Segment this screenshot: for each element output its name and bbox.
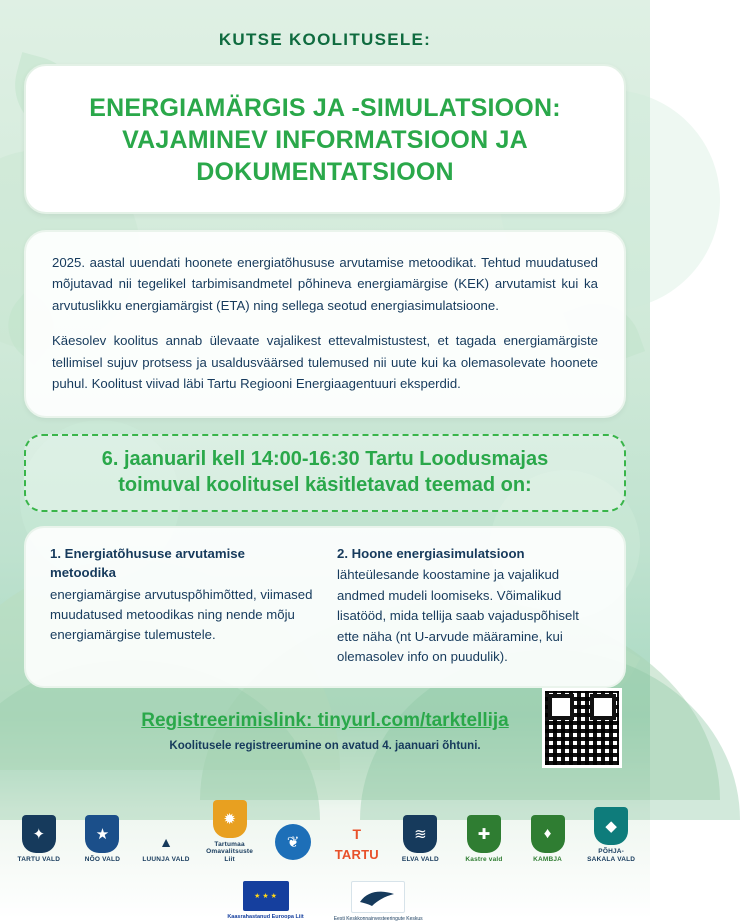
- logo-caption: PÕHJA-SAKALA VALD: [587, 848, 636, 863]
- logo-caption: Kastre vald: [465, 855, 503, 863]
- shield-icon: ≋: [403, 815, 437, 853]
- estonian-fund-caption: Eesti Keskkonnainvesteeringute Keskus: [333, 916, 423, 922]
- eu-funding-logo: [227, 881, 303, 921]
- registration-note: Koolitusele registreerumine on avatud 4. jaanuari õhtuni.: [169, 739, 481, 752]
- topic-text: energiamärgise arvutuspõhimõtted, viimased muudatused metoodikas ning nende mõju energiamärgise tulemustele.: [50, 586, 313, 643]
- estonian-env-fund-logo: [334, 881, 423, 922]
- logo-pohja-sakala-vald: [586, 807, 636, 863]
- poster-kicker: KUTSE KOOLITUSELE:: [218, 30, 432, 49]
- event-details-box: [24, 434, 626, 512]
- tartu-wordmark-icon: T: [352, 826, 362, 843]
- event-topics-intro-line: toimuval koolitusel käsitletavad teemad on:: [118, 474, 532, 497]
- logo-caption: ELVA VALD: [401, 855, 439, 863]
- description-paragraph-1: 2025. aastal uuendati hoonete energiatõhususe arvutamise metoodikat. Tehtud muudatused mõjutavad nii tegelikel tarbimisandmetel põhineva energiamärgise (KEK) arvutamist kui ka arvutuslikku energiamärgist (ETA) ning sellega seotud energiasimulatsioone.: [52, 255, 598, 313]
- circle-emblem-icon: ❦: [275, 824, 311, 860]
- eu-stars-icon: ★ ★ ★: [254, 893, 277, 901]
- registration-link[interactable]: Registreerimislink: tinyurl.com/tarktellija: [141, 709, 509, 731]
- shield-icon: ✦: [22, 815, 56, 853]
- page-title-line-3: DOKUMENTATSIOON: [196, 158, 454, 186]
- topic-item: [50, 544, 313, 667]
- topic-title: 2. Hoone energiasimulatsioon: [337, 546, 525, 562]
- eu-funding-caption: Kaasrahastanud Euroopa Liit: [227, 914, 304, 921]
- shield-icon: ★: [85, 815, 119, 853]
- description-card: [24, 230, 626, 418]
- qr-code[interactable]: [542, 688, 622, 768]
- funding-logo-row: [0, 881, 650, 922]
- topics-section: [24, 526, 626, 687]
- logo-kambja-vald: [523, 815, 573, 863]
- shield-icon: ♦: [531, 815, 565, 853]
- logo-nogo-vald: [78, 815, 128, 863]
- topic-text: lähteülesande koostamine ja vajalikud andmed mudeli loomiseks. Võimalikud lisatööd, mida tellija saab vajaduspõhiselt ette näha (nt U-arvude määramine, kui olemasolev info on puudulik).: [337, 567, 579, 665]
- bird-icon: [358, 886, 398, 908]
- eu-flag-icon: [243, 881, 289, 911]
- page-title-line-1: ENERGIAMÄRGIS JA -SIMULATSIOON:: [89, 94, 561, 122]
- logo-caption: KAMBJA: [533, 855, 563, 863]
- partner-logo-row: [0, 800, 650, 863]
- shield-icon: ◆: [594, 807, 628, 845]
- logo-bar: [0, 800, 650, 922]
- logo-caption: TARTU VALD: [17, 855, 61, 863]
- logo-tartumaa-omavalitsuste-liit: [205, 800, 255, 863]
- logo-tartu-linn: [332, 823, 382, 863]
- swallow-icon: [351, 881, 405, 913]
- logo-elva-vald: [396, 815, 446, 863]
- topic-item: [337, 544, 600, 667]
- topic-title: 1. Energiatõhususe arvutamise metoodika: [50, 546, 245, 581]
- logo-caption: LUUNJA VALD: [142, 855, 190, 863]
- title-card: [24, 64, 626, 214]
- event-datetime-line: 6. jaanuaril kell 14:00-16:30 Tartu Loodusmajas: [101, 448, 549, 471]
- wordmark-icon: ▲: [159, 833, 173, 850]
- logo-caption: Tartumaa Omavalitsuste Liit: [206, 841, 254, 863]
- shield-icon: ✚: [467, 815, 501, 853]
- logo-kastre-vald: [459, 815, 509, 863]
- registration-section: [0, 710, 650, 752]
- logo-tartu-vald: [14, 815, 64, 863]
- logo-caption: NÕO VALD: [84, 855, 121, 863]
- page-title-line-2: VAJAMINEV INFORMATSIOON JA: [122, 126, 528, 154]
- sun-icon: ✹: [213, 800, 247, 838]
- description-paragraph-2: Käesolev koolitus annab ülevaate vajalikest ettevalmistustest, et tagada energiamärgiste tellimisel sujuv protsess ja usaldusväärsed tulemused nii uute kui ka olemasolevate hoonete puhul. Koolitust viivad läbi Tartu Regiooni Energiaagentuuri eksperdid.: [52, 333, 598, 391]
- logo-caption: TARTU: [334, 847, 379, 863]
- logo-elva-emblem: [268, 824, 318, 863]
- logo-luunja-vald: [141, 831, 191, 863]
